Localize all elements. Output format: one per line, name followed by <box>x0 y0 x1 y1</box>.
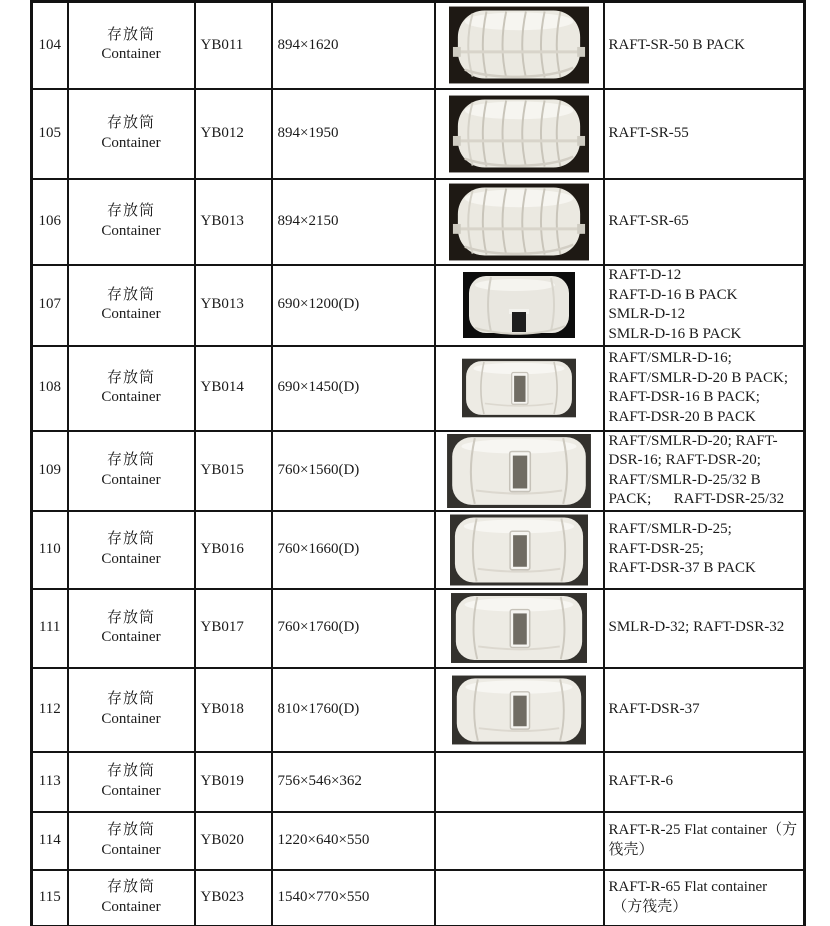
row-number-cell: 112 <box>32 668 68 752</box>
dimensions-cell: 756×546×362 <box>272 752 435 812</box>
photo-cell <box>435 812 604 870</box>
product-models-cell <box>604 511 805 589</box>
product-model-line: RAFT-R-65 Flat container <box>608 879 768 896</box>
item-name-cn: 存放筒 <box>106 691 155 707</box>
dimensions-cell: 894×1620 <box>272 2 435 89</box>
item-name-en: Container <box>101 222 161 239</box>
product-models-cell <box>604 431 805 511</box>
item-name-cell <box>68 870 195 926</box>
product-model-line: RAFT-SR-50 B PACK <box>608 36 745 53</box>
item-name-cn: 存放筒 <box>106 879 155 896</box>
item-name-cn: 存放筒 <box>106 763 155 779</box>
product-models-cell <box>604 89 805 179</box>
table-row <box>32 511 805 589</box>
table-row <box>32 870 805 926</box>
item-name-cn: 存放筒 <box>106 609 155 626</box>
model-code-cell: YB014 <box>195 346 272 431</box>
table-row <box>32 89 805 179</box>
model-code-cell: YB023 <box>195 870 272 926</box>
photo-cell <box>435 511 604 589</box>
photo-cell <box>435 870 604 926</box>
item-name-cell <box>68 812 195 870</box>
row-number-cell: 104 <box>32 2 68 89</box>
item-name-cell <box>68 265 195 346</box>
product-models-cell <box>604 589 805 668</box>
photo-cell <box>435 2 604 89</box>
container-photo <box>440 434 598 508</box>
product-model-line: RAFT-DSR-25; <box>608 540 704 557</box>
photo-cell <box>435 179 604 265</box>
dimensions-cell: 810×1760(D) <box>272 668 435 752</box>
product-model-line: RAFT-R-6 <box>608 772 673 789</box>
photo-cell <box>435 589 604 668</box>
item-name-cell <box>68 752 195 812</box>
item-name-cell <box>68 431 195 511</box>
product-model-line: 筏壳） <box>608 841 654 858</box>
row-number-cell: 105 <box>32 89 68 179</box>
model-code-cell: YB012 <box>195 89 272 179</box>
table-row <box>32 431 805 511</box>
photo-cell <box>435 89 604 179</box>
table-row <box>32 2 805 89</box>
photo-cell <box>435 668 604 752</box>
product-models-cell <box>604 812 805 870</box>
row-number-cell: 110 <box>32 511 68 589</box>
item-name-cell <box>68 511 195 589</box>
photo-cell <box>435 431 604 511</box>
item-name-cell <box>68 589 195 668</box>
product-models-cell <box>604 870 805 926</box>
product-model-line: RAFT/SMLR-D-20; RAFT- <box>608 432 778 449</box>
row-number-cell: 111 <box>32 589 68 668</box>
item-name-cell <box>68 179 195 265</box>
table-row <box>32 589 805 668</box>
product-model-line: （方筏壳） <box>608 898 688 915</box>
dimensions-cell: 1220×640×550 <box>272 812 435 870</box>
container-photo <box>449 183 589 261</box>
product-model-line: RAFT-R-25 Flat container（方 <box>608 822 798 838</box>
item-name-cell <box>68 89 195 179</box>
product-model-line: RAFT/SMLR-D-25/32 B <box>608 471 761 488</box>
container-table-body <box>32 2 805 926</box>
product-model-line: RAFT-D-16 B PACK <box>608 286 738 303</box>
item-name-cn: 存放筒 <box>106 369 155 386</box>
dimensions-cell: 894×2150 <box>272 179 435 265</box>
item-name-en: Container <box>101 46 161 63</box>
product-model-line: SMLR-D-16 B PACK <box>608 325 742 342</box>
container-photo <box>449 94 589 174</box>
item-name-cn: 存放筒 <box>106 115 155 131</box>
item-name-cn: 存放筒 <box>106 822 155 838</box>
container-spec-table <box>30 0 806 926</box>
product-model-line: RAFT-DSR-16 B PACK; <box>608 389 760 405</box>
row-number-cell: 109 <box>32 431 68 511</box>
photo-cell <box>435 752 604 812</box>
product-models-cell <box>604 179 805 265</box>
item-name-cell <box>68 668 195 752</box>
model-code-cell: YB020 <box>195 812 272 870</box>
product-model-line: RAFT/SMLR-D-20 B PACK; <box>608 369 788 386</box>
dimensions-cell: 760×1760(D) <box>272 589 435 668</box>
model-code-cell: YB013 <box>195 179 272 265</box>
product-model-line: RAFT-SR-55 <box>608 124 689 141</box>
model-code-cell: YB011 <box>195 2 272 89</box>
dimensions-cell: 760×1660(D) <box>272 511 435 589</box>
dimensions-cell: 690×1200(D) <box>272 265 435 346</box>
model-code-cell: YB016 <box>195 511 272 589</box>
row-number-cell: 108 <box>32 346 68 431</box>
row-number-cell: 107 <box>32 265 68 346</box>
row-number-cell: 106 <box>32 179 68 265</box>
item-name-en: Container <box>101 782 161 799</box>
product-model-line: PACK; RAFT-DSR-25/32 <box>608 491 785 507</box>
model-code-cell: YB018 <box>195 668 272 752</box>
item-name-cn: 存放筒 <box>106 203 155 219</box>
product-models-cell <box>604 2 805 89</box>
product-model-line: SMLR-D-32; RAFT-DSR-32 <box>608 619 785 636</box>
table-row <box>32 346 805 431</box>
product-models-cell <box>604 668 805 752</box>
table-row <box>32 812 805 870</box>
dimensions-cell: 690×1450(D) <box>272 346 435 431</box>
model-code-cell: YB017 <box>195 589 272 668</box>
model-code-cell: YB015 <box>195 431 272 511</box>
item-name-cell <box>68 2 195 89</box>
table-row <box>32 265 805 346</box>
table-row <box>32 668 805 752</box>
product-models-cell <box>604 346 805 431</box>
product-model-line: RAFT-DSR-37 B PACK <box>608 560 756 577</box>
item-name-cell <box>68 346 195 431</box>
table-row <box>32 752 805 812</box>
item-name-en: Container <box>101 389 161 405</box>
item-name-cn: 存放筒 <box>106 531 155 547</box>
product-model-line: DSR-16; RAFT-DSR-20; <box>608 452 761 468</box>
product-model-line: RAFT-DSR-37 <box>608 700 700 717</box>
item-name-en: Container <box>101 841 161 858</box>
row-number-cell: 115 <box>32 870 68 926</box>
container-photo <box>463 272 575 338</box>
product-model-line: RAFT-DSR-20 B PACK <box>608 408 756 425</box>
product-model-line: RAFT-SR-65 <box>608 212 689 229</box>
item-name-cn: 存放筒 <box>106 26 155 43</box>
product-models-cell <box>604 752 805 812</box>
item-name-en: Container <box>101 629 161 645</box>
row-number-cell: 114 <box>32 812 68 870</box>
dimensions-cell: 1540×770×550 <box>272 870 435 926</box>
container-photo <box>452 672 586 748</box>
product-model-line: RAFT/SMLR-D-16; <box>608 350 732 366</box>
container-photo <box>451 592 587 664</box>
item-name-en: Container <box>101 306 161 322</box>
item-name-cn: 存放筒 <box>106 452 155 468</box>
product-models-cell <box>604 265 805 346</box>
item-name-en: Container <box>101 550 161 567</box>
photo-cell <box>435 346 604 431</box>
item-name-en: Container <box>101 471 161 488</box>
model-code-cell: YB013 <box>195 265 272 346</box>
item-name-en: Container <box>101 898 161 915</box>
container-photo <box>449 6 589 84</box>
table-row <box>32 179 805 265</box>
product-model-line: RAFT/SMLR-D-25; <box>608 521 732 538</box>
dimensions-cell: 760×1560(D) <box>272 431 435 511</box>
item-name-en: Container <box>101 710 161 727</box>
dimensions-cell: 894×1950 <box>272 89 435 179</box>
row-number-cell: 113 <box>32 752 68 812</box>
item-name-en: Container <box>101 134 161 151</box>
product-model-line: SMLR-D-12 <box>608 306 686 322</box>
model-code-cell: YB019 <box>195 752 272 812</box>
product-model-line: RAFT-D-12 <box>608 267 682 283</box>
container-photo <box>450 514 588 586</box>
item-name-cn: 存放筒 <box>106 286 155 303</box>
container-photo <box>462 355 576 421</box>
photo-cell <box>435 265 604 346</box>
